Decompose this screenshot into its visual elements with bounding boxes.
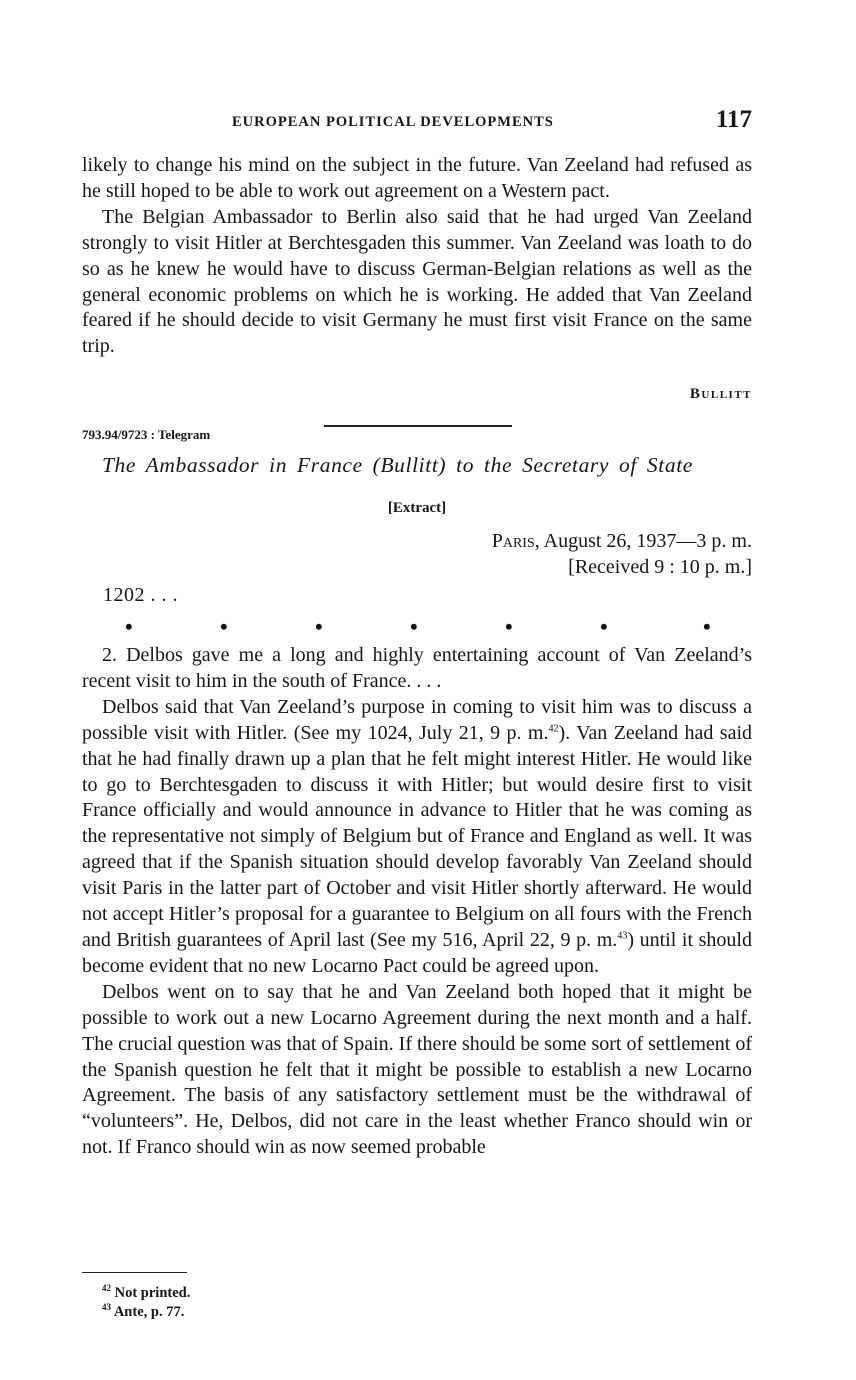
footnote-text: Ante, p. 77.	[113, 1304, 185, 1320]
footnote-ref-42: 42	[548, 723, 559, 735]
file-number: 793.94/9723 : Telegram	[82, 427, 211, 442]
page-number: 117	[715, 106, 752, 133]
footnote-43	[102, 1303, 190, 1322]
document-title: The Ambassador in France (Bullitt) to the Secretary of State	[102, 453, 693, 477]
extract-label: [Extract]	[387, 500, 447, 516]
paragraph-delbos-account: 2. Delbos gave me a long and highly entertaining account of Van Zeeland’s recent visit to him in the south of France. . . .	[82, 644, 752, 692]
omission-dot: •	[410, 614, 418, 639]
dateline-date	[492, 529, 752, 555]
section-rule	[324, 425, 512, 427]
footnote-text: Not printed.	[114, 1285, 191, 1301]
footnote-rule	[82, 1272, 187, 1273]
top-text	[82, 153, 752, 360]
paragraph-van-zeeland-purpose	[82, 695, 752, 980]
dateline	[492, 529, 752, 581]
omission-dot: •	[600, 614, 608, 639]
footnote-42	[102, 1284, 190, 1303]
p2-text-a: Delbos said that Van Zeeland’s purpose in coming to visit him was to discuss a possible visit with Hitler. (See my 1024, July 21, 9 p. m.	[82, 695, 752, 744]
p2-text-c: ) until it should become evident that no new Locarno Pact could be agreed upon.	[82, 928, 752, 977]
footnote-mark: 42	[102, 1283, 111, 1294]
signature-bullitt: Bullitt	[689, 386, 752, 402]
omission-dot: •	[125, 614, 133, 639]
received-note: [Received 9 : 10 p. m.]	[568, 555, 752, 578]
p2-text-b: ). Van Zeeland had said that he had finally drawn up a plan that he felt might interest Hitler. He would like to go to Berchtesgaden to discuss it with Hitler; but would desire first to visit France officially and would announce in advance to Hitler that he was coming as the representative not simply of Belgium but of France and England as well. It was agreed that if the Spanish situation should develop favorably Van Zeeland should visit Paris in the latter part of October and visit Hitler shortly afterward. He would not accept Hitler’s proposal for a guarantee to Belgium on all fours with the French and British guarantees of April last (See my 516, April 22, 9 p. m.	[82, 721, 752, 951]
paragraph-ambassador-berlin: The Belgian Ambassador to Berlin also said that he had urged Van Zeeland strongly to visit Hitler at Berchtesgaden this summer. Van Zeeland was loath to do so as he knew he would have to discuss German-Belgian relations as well as the general economic problems on which he is working. He added that Van Zeeland feared if he should decide to visit Germany he must first visit France on the same trip.	[82, 205, 752, 358]
paragraph-continuation: likely to change his mind on the subject in the future. Van Zeeland had refused as he still hoped to be able to work out agreement on a Western pact.	[82, 154, 752, 202]
footnotes	[102, 1284, 190, 1322]
footnote-mark: 43	[102, 1302, 111, 1313]
paragraph-locarno: Delbos went on to say that he and Van Zeeland both hoped that it might be possible to work out a new Locarno Agreement during the next month and a half. The crucial question was that of Spain. If there should be some sort of settlement of the Spanish question he felt that it might be possible to establish a new Locarno Agreement. The basis of any satisfactory settlement must be the withdrawal of “volunteers”. He, Delbos, did not care in the least whether Franco should win or not. If Franco should win as now seemed probable	[82, 980, 752, 1159]
omission-marks	[82, 614, 752, 639]
running-head	[82, 108, 752, 138]
telegram-body	[82, 643, 752, 1161]
dateline-date-text: August 26, 1937—3 p. m.	[539, 530, 752, 552]
omission-dot: •	[505, 614, 513, 639]
omission-dot: •	[703, 614, 711, 639]
footnote-ref-43: 43	[617, 930, 628, 942]
running-title: EUROPEAN POLITICAL DEVELOPMENTS	[232, 114, 554, 130]
omission-dot: •	[315, 614, 323, 639]
omission-dot: •	[220, 614, 228, 639]
telegram-number: 1202 . . .	[103, 584, 178, 606]
dateline-place: Paris,	[491, 530, 540, 552]
